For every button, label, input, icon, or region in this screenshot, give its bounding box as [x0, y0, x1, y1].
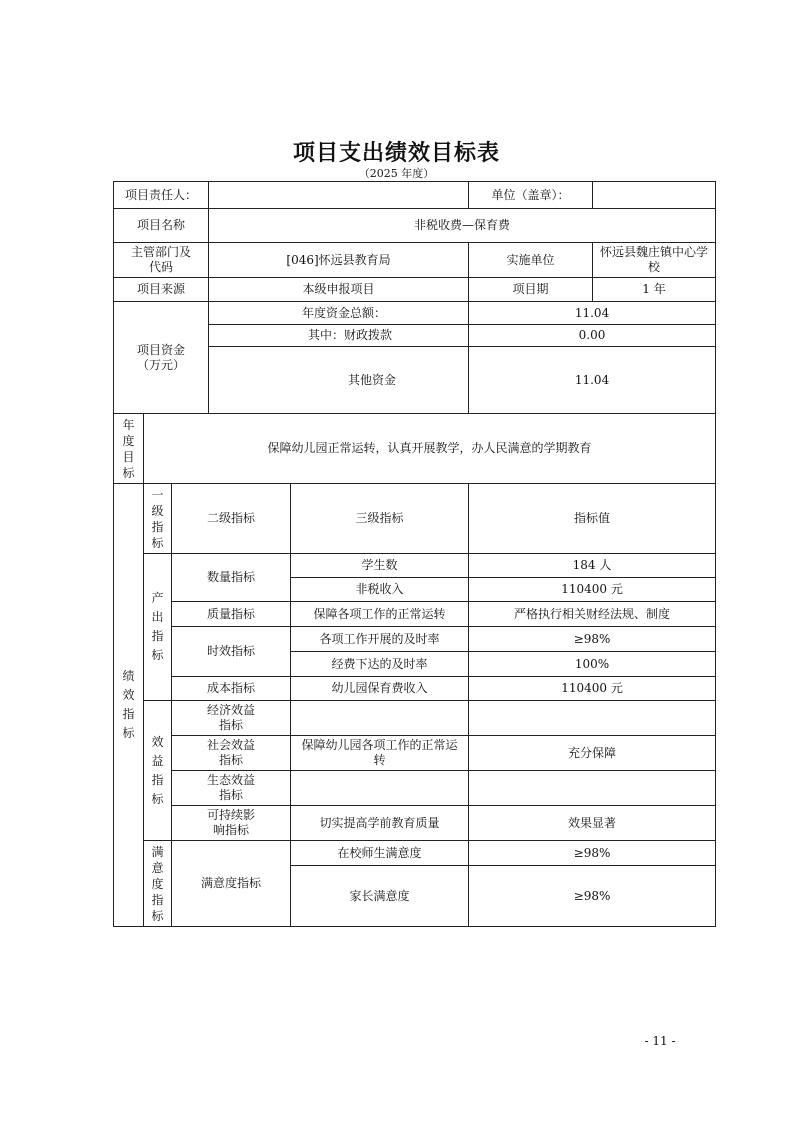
- social-item: 保障幼儿园各项工作的正常运转: [301, 738, 458, 767]
- nontax-label: 非税收入: [291, 578, 469, 602]
- indicators-header-row: [114, 484, 716, 554]
- quality-value: 严格执行相关财经法规、制度: [469, 602, 716, 627]
- annual-goal-text: 保障幼儿园正常运转，认真开展教学，办人民满意的学期教育: [144, 414, 716, 484]
- responsible-value: [209, 182, 469, 209]
- performance-table: [113, 181, 716, 927]
- dept-label: 主管部门及代码: [131, 245, 192, 274]
- satisfaction-sub-label: 满意度指标: [201, 876, 262, 890]
- table-row: [114, 677, 716, 701]
- cost-value: 110400 元: [469, 677, 716, 701]
- period-value: 1 年: [593, 278, 716, 302]
- table-row: [114, 554, 716, 578]
- students-label: 学生数: [291, 554, 469, 578]
- social-label: 社会效益指标: [207, 738, 256, 767]
- source-label: 项目来源: [114, 278, 209, 302]
- sustain-item: 切实提高学前教育质量: [291, 806, 469, 841]
- table-row: [114, 627, 716, 652]
- indicators-section-label: 绩效指标: [122, 669, 135, 740]
- source-value: 本级申报项目: [209, 278, 469, 302]
- table-row: [114, 841, 716, 866]
- col-level1: 一级指标: [151, 487, 164, 550]
- eco-item: [291, 771, 469, 806]
- parent-label: 家长满意度: [291, 866, 469, 927]
- col-level3: 三级指标: [291, 484, 469, 554]
- period-label: 项目期: [469, 278, 593, 302]
- social-value: 充分保障: [469, 736, 716, 771]
- teacher-value: ≥98%: [469, 841, 716, 866]
- unit-value: [593, 182, 716, 209]
- project-name-value: 非税收费—保育费: [209, 209, 716, 243]
- economic-label: 经济效益指标: [207, 703, 256, 732]
- project-name-label: 项目名称: [114, 209, 209, 243]
- table-row: [114, 701, 716, 736]
- nontax-value: 110400 元: [469, 578, 716, 602]
- eco-label: 生态效益指标: [207, 773, 256, 802]
- funds-total-value: 11.04: [469, 302, 716, 325]
- impl-value: 怀远县魏庄镇中心学校: [593, 243, 716, 278]
- responsible-row: [114, 182, 716, 209]
- funds-total-row: [114, 302, 716, 325]
- table-row: [114, 771, 716, 806]
- eco-value: [469, 771, 716, 806]
- year-label: （2025 年度）: [358, 167, 435, 180]
- timely-value-2: 100%: [469, 652, 716, 677]
- responsible-label: 项目责任人：: [114, 182, 209, 209]
- funds-other-label: 其他资金: [209, 347, 469, 414]
- teacher-label: 在校师生满意度: [291, 841, 469, 866]
- page-title: 项目支出绩效目标表: [292, 140, 500, 166]
- funds-fiscal-label: 其中：财政拨款: [209, 325, 469, 347]
- unit-label: 单位（盖章）：: [469, 182, 593, 209]
- timely-item-2: 经费下达的及时率: [291, 652, 469, 677]
- cost-item: 幼儿园保育费收入: [291, 677, 469, 701]
- project-name-row: [114, 209, 716, 243]
- timely-value-1: ≥98%: [469, 627, 716, 652]
- economic-value: [469, 701, 716, 736]
- students-value: 184 人: [469, 554, 716, 578]
- page-number: - 11 -: [644, 1034, 676, 1048]
- dept-row: [114, 243, 716, 278]
- sustain-value: 效果显著: [469, 806, 716, 841]
- col-value: 指标值: [469, 484, 716, 554]
- cost-label: 成本指标: [172, 677, 291, 701]
- parent-value: ≥98%: [469, 866, 716, 927]
- annual-goal-label: 年度目标: [122, 417, 135, 480]
- table-row: [114, 806, 716, 841]
- economic-item: [291, 701, 469, 736]
- quality-label: 质量指标: [172, 602, 291, 627]
- sustain-label: 可持续影响指标: [207, 808, 256, 837]
- impl-label: 实施单位: [469, 243, 593, 278]
- table-row: [114, 736, 716, 771]
- col-level2: 二级指标: [172, 484, 291, 554]
- quality-item: 保障各项工作的正常运转: [291, 602, 469, 627]
- satisfaction-label: 满意度指标: [151, 844, 164, 923]
- benefit-label: 效益指标: [151, 734, 164, 806]
- output-label: 产出指标: [151, 591, 164, 662]
- table-row: [114, 602, 716, 627]
- annual-goal-row: [114, 414, 716, 484]
- source-row: [114, 278, 716, 302]
- dept-value: [046]怀远县教育局: [209, 243, 469, 278]
- funds-total-label: 年度资金总额：: [209, 302, 469, 325]
- timeliness-label: 时效指标: [172, 627, 291, 677]
- funds-other-value: 11.04: [469, 347, 716, 414]
- timely-item-1: 各项工作开展的及时率: [291, 627, 469, 652]
- funds-fiscal-value: 0.00: [469, 325, 716, 347]
- funds-label: 项目资金（万元）: [137, 342, 186, 372]
- quantity-label: 数量指标: [172, 554, 291, 602]
